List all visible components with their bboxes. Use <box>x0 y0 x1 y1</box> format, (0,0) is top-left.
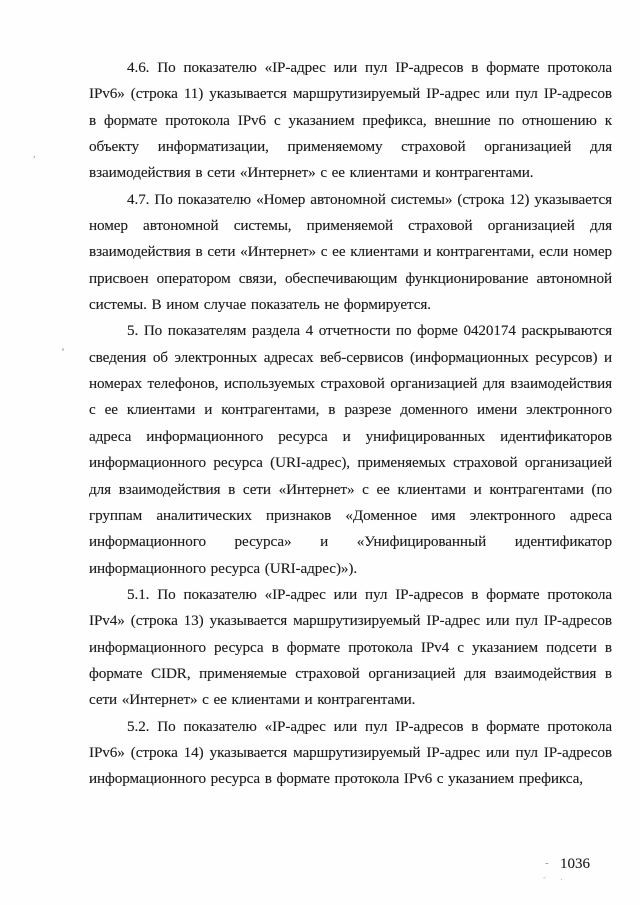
paragraph-4-6: 4.6. По показателю «IP-адрес или пул IP-адресов в формате протокола IPv6» (строка 11) указывается маршрутизируемый IP-адрес или пул IP-адресов в формате протокола IPv6 с указанием префикса, внешние по отношению к объекту информатизации, применяемому страховой организацией для взаимодействия в сети «Интернет» с ее клиентами и контрагентами. <box>89 59 612 182</box>
scan-artifact-dash: - <box>545 857 549 869</box>
paragraph-5-1: 5.1. По показателю «IP-адрес или пул IP-адресов в формате протокола IPv4» (строка 13) указывается маршрутизируемый IP-адрес или пул IP-адресов информационного ресурса в формате протокола IPv4 с указанием подсети в формате CIDR, применяемые страховой организацией для взаимодействия в сети «Интернет» с ее клиентами и контрагентами. <box>89 585 612 709</box>
page-number: 1036 <box>560 856 590 872</box>
scan-artifact-dot <box>62 348 64 351</box>
paragraph-5-2: 5.2. По показателю «IP-адрес или пул IP-адресов в формате протокола IPv6» (строка 14) указывается маршрутизируемый IP-адрес или пул IP-адресов информационного ресурса в формате протокола IPv6 с указанием префикса, <box>89 717 612 788</box>
scan-artifact-left-margin: , <box>33 149 36 160</box>
paragraph-5: 5. По показателям раздела 4 отчетности по форме 0420174 раскрываются сведения об электронных адресах веб-сервисов (информационных ресурсов) и номерах телефонов, используемых страховой организацией для взаимодействия с ее клиентами и контрагентами, в разрезе доменного имени электронного адреса информационного ресурса и унифицированных идентификаторов информационного ресурса (URI-адрес), применяемых страховой организацией для взаимодействия в сети «Интернет» с ее клиентами и контрагентами (по группам аналитических признаков «Доменное имя электронного адреса информационного ресурса» и «Унифицированный идентификатор информационного ресурса (URI-адрес)»). <box>89 322 612 577</box>
scan-artifact-smudge: - . <box>543 872 569 882</box>
document-text-block <box>89 55 612 793</box>
paragraph-4-7: 4.7. По показателю «Номер автономной системы» (строка 12) указывается номер автономной системы, применяемой страховой организацией для взаимодействия в сети «Интернет» с ее клиентами и контрагентами, если номер присвоен оператором связи, обеспечивающим функционирование автономной системы. В ином случае показатель не формируется. <box>89 190 612 314</box>
